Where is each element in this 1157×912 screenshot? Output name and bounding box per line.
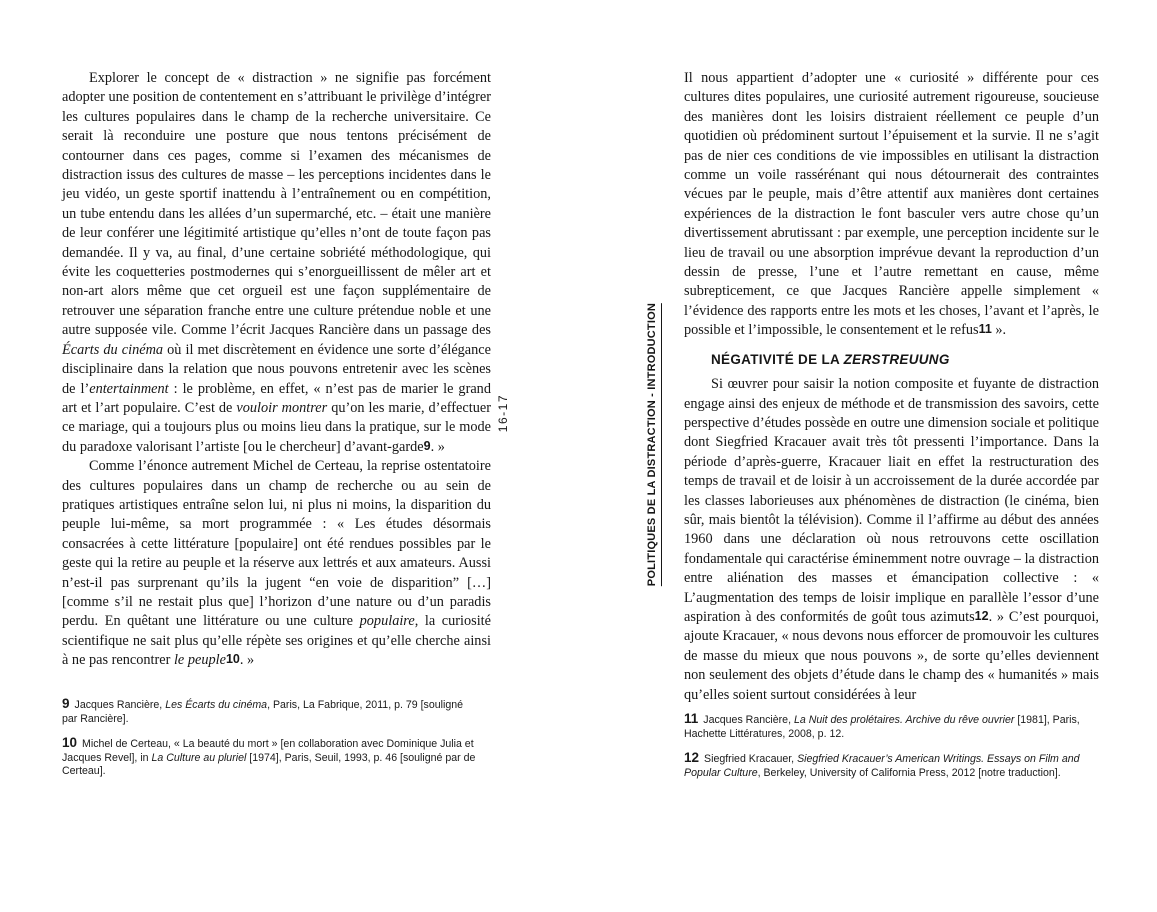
footnote-number: 10 xyxy=(62,735,78,750)
text-segment: Jacques Rancière, xyxy=(74,699,166,711)
footnote-ref: 10 xyxy=(225,652,240,667)
footnote xyxy=(684,712,1087,741)
footnote xyxy=(684,751,1087,780)
left-page xyxy=(62,0,491,912)
text-segment: [1974], Paris, Seuil, 1993, p. 46 [souligné par de Certeau]. xyxy=(62,751,476,777)
text-segment: Il nous appartient d’adopter une « curiosité » différente pour ces cultures dites populaires, une curiosité autrement rigoureuse, soucieuse des manières dont les loisirs distraient réellement ce peuple d’un quotidien où prédominent surtout l’épuisement et la survie. Il ne s’agit pas de nier ces conditions de vie impossibles en utilisant la distraction comme un voile rassérénant qui nous détournerait des contraintes vécues par le peuple, mais d’être attentif aux manières dont certaines expériences de la distraction le font basculer vers autre chose qu’un divertissement abrutissant : par exemple, une perception incidente sur le lieu de travail ou une absorption imprévue devant la reproduction d’un dessin de presse, l’une et l’autre remettant en cause, même subrepticement, ce que Jacques Rancière appelle simplement « l’évidence des rapports entre les mots et les choses, l’avant et l’après, le possible et l’impossible, le consentement et le refus xyxy=(684,70,1099,339)
text-segment: le peuple xyxy=(173,652,226,669)
paragraph xyxy=(684,69,1099,341)
text-segment: Comme l’énonce autrement Michel de Certeau, la reprise ostentatoire des cultures populaires dans un champ de recherche ou au sein de pratiques artistiques entraîne selon lui, ni plus ni moins, la disparition du peuple lui-même, sa mort programmée : « Les études désormais consacrées à cette littérature [populaire] ont été rendues possibles par le geste qui la retire au peuple et la réserve aux lettrés et aux amateurs. Aussi n’est-il pas surprenant qu’ils la jugent “en voie de disparition” […] [comme s’il ne restait plus que] l’horizon d’une nature ou d’un paradis perdu. En quêtant une littérature ou une culture xyxy=(62,458,491,630)
right-page-section-text xyxy=(684,375,1099,705)
text-segment: Jacques Rancière, xyxy=(703,714,794,726)
footnote-number: 11 xyxy=(684,711,699,726)
page-number: 16-17 xyxy=(496,394,510,433)
text-segment: Écarts du cinéma xyxy=(62,341,164,358)
right-page-body xyxy=(684,69,1099,705)
footnote-number: 9 xyxy=(62,696,70,711)
right-page xyxy=(684,0,1099,912)
running-title: POLITIQUES DE LA DISTRACTION - INTRODUCTION xyxy=(646,303,662,586)
text-segment: ». xyxy=(991,322,1007,339)
footnote-ref: 12 xyxy=(974,608,989,623)
paragraph xyxy=(62,69,491,457)
text-segment: ZERSTREUUNG xyxy=(843,351,950,367)
text-segment: . » xyxy=(239,652,255,669)
footnote xyxy=(62,697,478,726)
paragraph xyxy=(684,375,1099,705)
text-segment: Explorer le concept de « distraction » ne signifie pas forcément adopter une position de contentement en s’attribuant le privilège d’intégrer les cultures populaires dans le champ de la recherche universitaire. Ce serait là reconduire une posture que nous tentons précisément de contourner dans ces pages, comme si l’examen des mécanismes de distraction issus des cultures de masse – les perceptions incidentes dans le jeu vidéo, un geste sportif inattendu à l’entraînement ou en compétition, un tube entendu dans les allées d’un supermarché, etc. – était une manière de leur conférer une légitimité artistique qu’elles n’ont de toute façon pas demandée. Il y va, au final, d’une certaine sobriété méthodologique, qui évite les coquetteries postmodernes qui s’enorgueillissent de mêler art et non-art alors même que cet orgueil est une façon supplémentaire de retrouver une séparation franche entre une culture prétendue noble et une autre supposée vile. Comme l’écrit Jacques Rancière dans un passage des xyxy=(62,70,491,339)
section-heading xyxy=(711,350,1099,369)
text-segment: La Culture au pluriel xyxy=(151,751,247,764)
right-page-footnotes xyxy=(684,712,1087,790)
text-segment: , Berkeley, University of California Press, 2012 [notre traduction]. xyxy=(757,766,1061,779)
text-segment: qu’on les marie, d’effectuer ce mariage, qui a toujours plus ou moins lieu dans la pratique, sur le mode du paradoxe valorisant l’artiste [ou le chercheur] d’avant-garde xyxy=(62,399,491,455)
text-segment: vouloir montrer xyxy=(236,399,328,416)
text-segment: entertainment xyxy=(89,380,169,397)
text-segment: [1981], Paris, Hachette Littératures, 2008, p. 12. xyxy=(684,714,1080,740)
paragraph xyxy=(62,457,491,670)
text-segment: NÉGATIVITÉ DE LA xyxy=(711,351,844,367)
footnote xyxy=(62,736,478,779)
text-segment: Siegfried Kracauer’s American Writings. Essays on Film and Popular Culture xyxy=(684,753,1080,779)
text-segment: , la curiosité scientifique ne sait plus qu’elle répète ses origines et qu’elle cherche ainsi à ne pas rencontrer xyxy=(62,613,491,669)
text-segment: Si œuvrer pour saisir la notion composite et fuyante de distraction engage ainsi des enjeux de méthode et de transmission des savoirs, cette perspective d’études possède en outre une dimension sociale et politique dont Siegfried Kracauer avait très tôt pressenti l’importance. Dans la période d’après-guerre, Kracauer liait en effet la restructuration des temps de travail et de loisir à un accroissement de la durée accordée par les classes laborieuses aux phénomènes de distraction (le cinéma, bien sûr, mais bientôt la télévision). Comme il l’affirme au début des années 1960 dans une déclaration où nous retrouvons cette oscillation fondamentale qui caractérise éminemment notre ouvrage – la distraction entre aliénation des masses et émancipation collective : « L’augmentation des temps de loisir implique en parallèle l’essor d’une aspiration à des conformités de goût tous azimuts xyxy=(684,376,1099,625)
text-segment: . » C’est pourquoi, ajoute Kracauer, « nous devons nous efforcer de promouvoir les cultures de masse du mieux que nous pouvons », de sorte qu’elles deviennent non seulement des objets d’étude dans le champ des « humanités » mais qu’elles soient surtout considérées à leur xyxy=(684,608,1099,703)
text-segment: où il met discrètement en évidence une sorte d’élégance disciplinaire dans la relation que nous pouvons entretenir avec les scènes de l’ xyxy=(62,341,491,397)
footnote-number: 12 xyxy=(684,750,700,765)
left-page-footnotes xyxy=(62,697,478,789)
text-segment: : le problème, en effet, « n’est pas de marier le grand art et l’art populaire. C’est de xyxy=(62,380,491,416)
text-segment: Michel de Certeau, « La beauté du mort » [en collaboration avec Dominique Julia et Jacques Revel], in xyxy=(62,738,474,764)
right-page-intro-text xyxy=(684,69,1099,341)
text-segment: Siegfried Kracauer, xyxy=(704,753,798,765)
text-segment: , Paris, La Fabrique, 2011, p. 79 [souligné par Rancière]. xyxy=(62,699,463,725)
text-segment: Les Écarts du cinéma xyxy=(165,699,268,711)
left-page-body-text xyxy=(62,69,491,671)
text-segment: populaire xyxy=(359,613,415,630)
footnote-ref: 11 xyxy=(978,322,992,337)
text-segment: . » xyxy=(430,438,445,455)
footnote-ref: 9 xyxy=(423,438,431,453)
text-segment: La Nuit des prolétaires. Archive du rêve ouvrier xyxy=(793,714,1015,726)
